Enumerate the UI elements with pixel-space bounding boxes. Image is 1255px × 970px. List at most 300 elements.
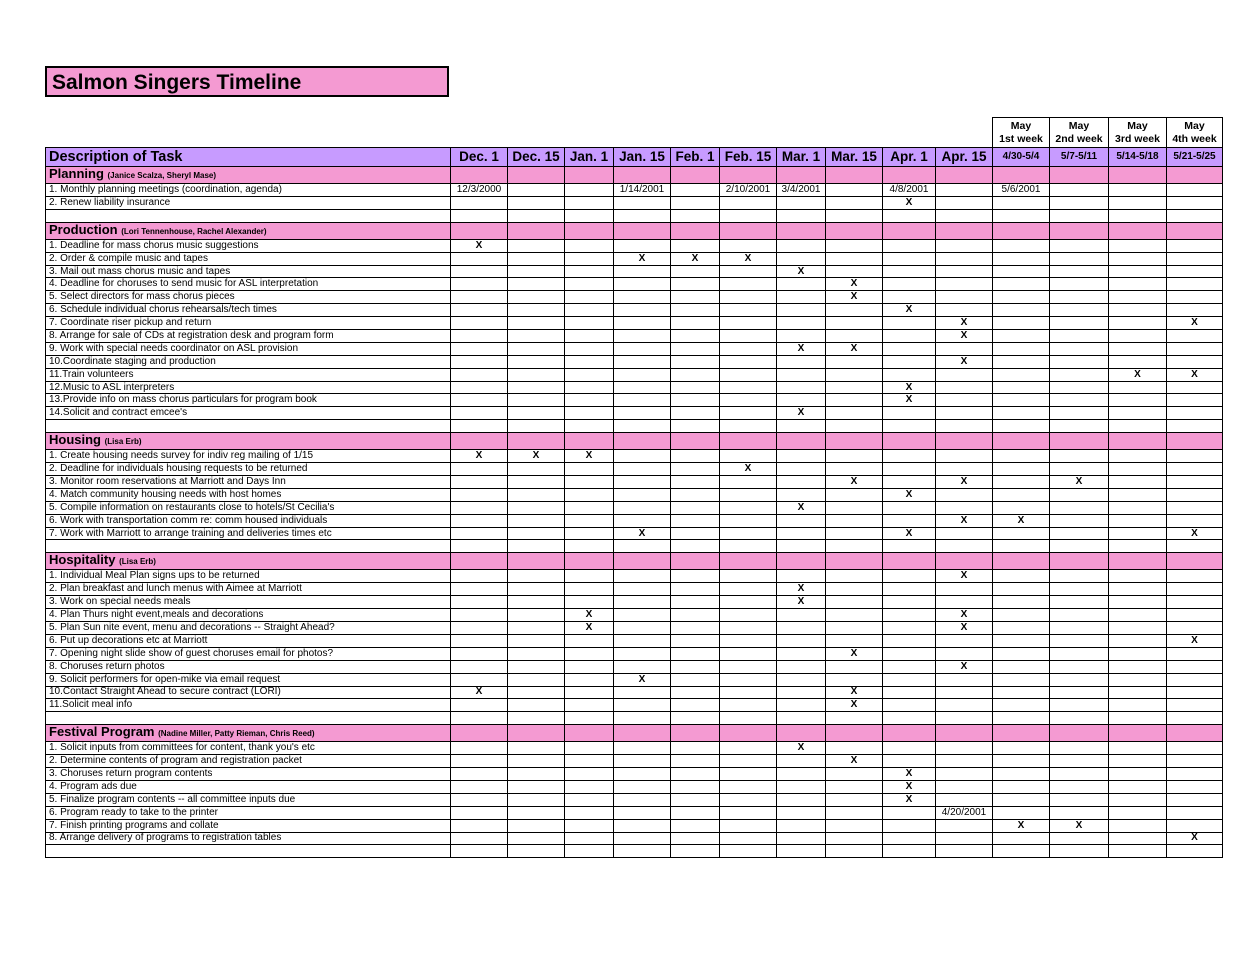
- empty-cell: [671, 209, 720, 222]
- empty-cell: [883, 832, 936, 845]
- empty-cell: [508, 570, 565, 583]
- empty-cell: [883, 806, 936, 819]
- section-fill-cell: [671, 222, 720, 239]
- date-column-header: Feb. 1: [671, 148, 720, 167]
- empty-cell: [565, 381, 614, 394]
- task-mark: X: [936, 317, 993, 330]
- empty-cell: [1050, 583, 1109, 596]
- task-row: [46, 476, 1223, 489]
- empty-cell: [993, 634, 1050, 647]
- description-header: Description of Task: [46, 148, 451, 167]
- empty-cell: [720, 570, 777, 583]
- empty-cell: [720, 793, 777, 806]
- empty-cell: [671, 330, 720, 343]
- empty-cell: [565, 755, 614, 768]
- empty-cell: [1050, 845, 1109, 858]
- section-name: Housing: [49, 432, 105, 448]
- task-mark: X: [883, 527, 936, 540]
- task-label: 11.Solicit meal info: [46, 699, 451, 712]
- empty-cell: [671, 514, 720, 527]
- empty-cell: [508, 793, 565, 806]
- empty-cell: [777, 368, 826, 381]
- section-title: [46, 222, 451, 239]
- empty-cell: [1167, 450, 1223, 463]
- empty-cell: [671, 196, 720, 209]
- task-label: 6. Schedule individual chorus rehearsals/tech times: [46, 304, 451, 317]
- empty-cell: [936, 634, 993, 647]
- empty-cell: [508, 660, 565, 673]
- section-fill-cell: [1050, 553, 1109, 570]
- empty-cell: [883, 501, 936, 514]
- empty-cell: [720, 196, 777, 209]
- empty-cell: [883, 686, 936, 699]
- empty-cell: [883, 634, 936, 647]
- empty-cell: [777, 570, 826, 583]
- empty-cell: [720, 476, 777, 489]
- task-mark: X: [671, 252, 720, 265]
- empty-cell: [883, 742, 936, 755]
- empty-cell: [1050, 609, 1109, 622]
- empty-cell: [883, 476, 936, 489]
- task-label: 1. Monthly planning meetings (coordination, agenda): [46, 184, 451, 197]
- empty-cell: [1109, 407, 1167, 420]
- empty-cell: [993, 527, 1050, 540]
- empty-cell: [1167, 196, 1223, 209]
- empty-cell: [565, 184, 614, 197]
- empty-cell: [508, 819, 565, 832]
- empty-cell: [1109, 540, 1167, 553]
- empty-cell: [1050, 780, 1109, 793]
- task-mark: X: [936, 622, 993, 635]
- task-label: 13.Provide info on mass chorus particulars for program book: [46, 394, 451, 407]
- task-mark: X: [1050, 476, 1109, 489]
- empty-cell: [936, 304, 993, 317]
- task-label: 8. Arrange delivery of programs to registration tables: [46, 832, 451, 845]
- empty-cell: [936, 540, 993, 553]
- empty-cell: [720, 699, 777, 712]
- empty-cell: [826, 609, 883, 622]
- empty-cell: [777, 755, 826, 768]
- empty-cell: [451, 622, 508, 635]
- empty-cell: [451, 570, 508, 583]
- section-fill-cell: [883, 725, 936, 742]
- task-mark: X: [1167, 368, 1223, 381]
- empty-cell: [451, 527, 508, 540]
- empty-cell: [883, 699, 936, 712]
- date-column-header: 5/7-5/11: [1050, 148, 1109, 167]
- empty-cell: [1109, 596, 1167, 609]
- empty-cell: [614, 488, 671, 501]
- section-title: [46, 553, 451, 570]
- empty-cell: [671, 304, 720, 317]
- section-row: [46, 725, 1223, 742]
- empty-cell: [936, 184, 993, 197]
- empty-cell: [1167, 622, 1223, 635]
- empty-cell: [508, 501, 565, 514]
- empty-cell: [936, 239, 993, 252]
- section-fill-cell: [1167, 222, 1223, 239]
- empty-cell: [671, 673, 720, 686]
- empty-cell: [993, 252, 1050, 265]
- empty-cell: [451, 317, 508, 330]
- empty-cell: [883, 540, 936, 553]
- empty-cell: [508, 265, 565, 278]
- empty-cell: [993, 768, 1050, 781]
- task-row: [46, 742, 1223, 755]
- empty-cell: [720, 780, 777, 793]
- empty-cell: [671, 570, 720, 583]
- empty-cell: [720, 660, 777, 673]
- empty-cell: [826, 806, 883, 819]
- empty-cell: [720, 527, 777, 540]
- section-fill-cell: [451, 433, 508, 450]
- empty-cell: [1167, 209, 1223, 222]
- empty-cell: [720, 407, 777, 420]
- empty-cell: [565, 570, 614, 583]
- empty-cell: [614, 806, 671, 819]
- section-fill-cell: [720, 553, 777, 570]
- empty-cell: [1050, 342, 1109, 355]
- task-mark: X: [777, 742, 826, 755]
- empty-cell: [565, 239, 614, 252]
- task-date: 4/8/2001: [883, 184, 936, 197]
- empty-cell: [936, 699, 993, 712]
- empty-cell: [565, 793, 614, 806]
- task-mark: X: [936, 476, 993, 489]
- empty-cell: [777, 209, 826, 222]
- empty-cell: [720, 806, 777, 819]
- empty-cell: [1109, 699, 1167, 712]
- empty-cell: [993, 647, 1050, 660]
- section-fill-cell: [508, 725, 565, 742]
- empty-cell: [508, 673, 565, 686]
- empty-cell: [451, 501, 508, 514]
- task-mark: X: [936, 609, 993, 622]
- empty-cell: [936, 488, 993, 501]
- section-fill-cell: [720, 725, 777, 742]
- empty-cell: [1167, 609, 1223, 622]
- empty-cell: [508, 381, 565, 394]
- empty-cell: [614, 742, 671, 755]
- empty-cell: [777, 463, 826, 476]
- empty-cell: [508, 686, 565, 699]
- empty-cell: [883, 712, 936, 725]
- empty-cell: [565, 660, 614, 673]
- date-column-header: Mar. 1: [777, 148, 826, 167]
- empty-cell: [993, 304, 1050, 317]
- date-column-header: Dec. 15: [508, 148, 565, 167]
- task-label: 5. Compile information on restaurants close to hotels/St Cecilia's: [46, 501, 451, 514]
- section-row: [46, 433, 1223, 450]
- empty-cell: [508, 209, 565, 222]
- empty-cell: [451, 394, 508, 407]
- empty-cell: [508, 742, 565, 755]
- empty-cell: [451, 793, 508, 806]
- section-fill-cell: [826, 433, 883, 450]
- empty-cell: [614, 845, 671, 858]
- empty-cell: [614, 291, 671, 304]
- empty-cell: [1167, 501, 1223, 514]
- empty-cell: [565, 742, 614, 755]
- task-mark: X: [565, 450, 614, 463]
- empty-cell: [826, 394, 883, 407]
- empty-cell: [993, 845, 1050, 858]
- empty-cell: [777, 686, 826, 699]
- empty-cell: [993, 291, 1050, 304]
- task-label: 2. Plan breakfast and lunch menus with Aimee at Marriott: [46, 583, 451, 596]
- task-label: 8. Arrange for sale of CDs at registration desk and program form: [46, 330, 451, 343]
- empty-cell: [614, 196, 671, 209]
- task-label: 2. Renew liability insurance: [46, 196, 451, 209]
- empty-cell: [508, 463, 565, 476]
- empty-cell: [777, 476, 826, 489]
- task-mark: X: [508, 450, 565, 463]
- empty-cell: [1109, 476, 1167, 489]
- empty-cell: [1109, 278, 1167, 291]
- empty-cell: [826, 501, 883, 514]
- empty-cell: [565, 196, 614, 209]
- empty-cell: [777, 355, 826, 368]
- date-column-header: 5/21-5/25: [1167, 148, 1223, 167]
- empty-cell: [1109, 686, 1167, 699]
- empty-cell: [565, 330, 614, 343]
- empty-cell: [777, 673, 826, 686]
- empty-cell: [826, 330, 883, 343]
- task-mark: X: [936, 660, 993, 673]
- empty-cell: [671, 501, 720, 514]
- task-mark: X: [451, 239, 508, 252]
- empty-cell: [508, 755, 565, 768]
- empty-cell: [936, 381, 993, 394]
- section-fill-cell: [1109, 725, 1167, 742]
- task-label: 3. Monitor room reservations at Marriott and Days Inn: [46, 476, 451, 489]
- empty-cell: [671, 342, 720, 355]
- empty-cell: [993, 330, 1050, 343]
- empty-cell: [936, 755, 993, 768]
- empty-cell: [777, 196, 826, 209]
- empty-cell: [565, 407, 614, 420]
- empty-cell: [451, 420, 508, 433]
- empty-cell: [614, 780, 671, 793]
- section-fill-cell: [883, 433, 936, 450]
- task-label: 14.Solicit and contract emcee's: [46, 407, 451, 420]
- empty-cell: [451, 463, 508, 476]
- empty-cell: [508, 278, 565, 291]
- empty-cell: [565, 501, 614, 514]
- empty-cell: [614, 793, 671, 806]
- task-mark: X: [614, 252, 671, 265]
- date-column-header: Mar. 15: [826, 148, 883, 167]
- empty-cell: [1167, 583, 1223, 596]
- empty-cell: [451, 768, 508, 781]
- task-mark: X: [1109, 368, 1167, 381]
- section-fill-cell: [936, 553, 993, 570]
- empty-cell: [1109, 330, 1167, 343]
- empty-cell: [720, 712, 777, 725]
- task-row: [46, 342, 1223, 355]
- empty-cell: [508, 699, 565, 712]
- empty-cell: [671, 239, 720, 252]
- empty-cell: [777, 317, 826, 330]
- task-mark: X: [883, 381, 936, 394]
- empty-cell: [777, 540, 826, 553]
- empty-cell: [936, 596, 993, 609]
- task-row: [46, 355, 1223, 368]
- section-row: [46, 553, 1223, 570]
- empty-cell: [508, 514, 565, 527]
- empty-cell: [777, 450, 826, 463]
- empty-cell: [777, 394, 826, 407]
- empty-cell: [1109, 420, 1167, 433]
- empty-cell: [46, 209, 451, 222]
- task-mark: X: [883, 196, 936, 209]
- task-mark: X: [777, 596, 826, 609]
- empty-cell: [614, 407, 671, 420]
- task-mark: X: [777, 265, 826, 278]
- empty-cell: [614, 394, 671, 407]
- empty-cell: [777, 793, 826, 806]
- empty-cell: [614, 476, 671, 489]
- empty-cell: [993, 712, 1050, 725]
- empty-cell: [826, 514, 883, 527]
- task-row: [46, 291, 1223, 304]
- empty-cell: [826, 540, 883, 553]
- section-fill-cell: [1109, 167, 1167, 184]
- empty-cell: [1050, 686, 1109, 699]
- empty-cell: [826, 596, 883, 609]
- section-fill-cell: [936, 433, 993, 450]
- may-week-header: [1167, 118, 1223, 148]
- empty-cell: [883, 570, 936, 583]
- section-fill-cell: [936, 222, 993, 239]
- section-name: Festival Program: [49, 724, 159, 740]
- spacer-cell: [720, 118, 777, 148]
- empty-cell: [1050, 330, 1109, 343]
- empty-cell: [826, 845, 883, 858]
- empty-cell: [1167, 570, 1223, 583]
- section-fill-cell: [508, 433, 565, 450]
- empty-cell: [671, 832, 720, 845]
- empty-cell: [826, 742, 883, 755]
- empty-cell: [1167, 742, 1223, 755]
- section-title: [46, 433, 451, 450]
- section-fill-cell: [883, 222, 936, 239]
- task-row: [46, 806, 1223, 819]
- empty-cell: [1109, 755, 1167, 768]
- task-mark: X: [936, 355, 993, 368]
- empty-cell: [1109, 570, 1167, 583]
- section-fill-cell: [451, 222, 508, 239]
- task-label: 9. Solicit performers for open-mike via email request: [46, 673, 451, 686]
- task-mark: X: [1167, 832, 1223, 845]
- empty-cell: [614, 596, 671, 609]
- date-column-header: Feb. 15: [720, 148, 777, 167]
- empty-cell: [671, 407, 720, 420]
- empty-cell: [1167, 845, 1223, 858]
- empty-cell: [671, 450, 720, 463]
- empty-cell: [993, 583, 1050, 596]
- empty-cell: [883, 252, 936, 265]
- task-mark: X: [936, 514, 993, 527]
- task-row: [46, 514, 1223, 527]
- section-people: (Lisa Erb): [119, 557, 156, 567]
- task-row: [46, 501, 1223, 514]
- section-fill-cell: [777, 167, 826, 184]
- empty-cell: [565, 304, 614, 317]
- empty-cell: [1050, 596, 1109, 609]
- empty-cell: [614, 304, 671, 317]
- empty-cell: [826, 634, 883, 647]
- task-label: 3. Work on special needs meals: [46, 596, 451, 609]
- empty-cell: [451, 755, 508, 768]
- empty-cell: [777, 514, 826, 527]
- empty-cell: [720, 583, 777, 596]
- empty-cell: [1109, 196, 1167, 209]
- empty-cell: [936, 845, 993, 858]
- empty-cell: [777, 278, 826, 291]
- empty-cell: [1167, 806, 1223, 819]
- empty-cell: [777, 832, 826, 845]
- task-mark: X: [936, 330, 993, 343]
- empty-cell: [46, 845, 451, 858]
- empty-cell: [720, 686, 777, 699]
- empty-cell: [1167, 780, 1223, 793]
- empty-cell: [508, 317, 565, 330]
- section-fill-cell: [777, 725, 826, 742]
- empty-cell: [936, 819, 993, 832]
- empty-cell: [777, 712, 826, 725]
- task-mark: X: [451, 686, 508, 699]
- empty-cell: [614, 501, 671, 514]
- empty-cell: [1050, 755, 1109, 768]
- task-mark: X: [826, 291, 883, 304]
- empty-cell: [451, 342, 508, 355]
- empty-cell: [671, 660, 720, 673]
- empty-cell: [614, 570, 671, 583]
- empty-cell: [883, 317, 936, 330]
- empty-cell: [1167, 265, 1223, 278]
- empty-cell: [883, 450, 936, 463]
- task-mark: X: [777, 583, 826, 596]
- empty-cell: [671, 806, 720, 819]
- empty-cell: [46, 420, 451, 433]
- empty-cell: [565, 540, 614, 553]
- section-fill-cell: [565, 553, 614, 570]
- empty-cell: [1109, 488, 1167, 501]
- may-label: May: [1127, 120, 1148, 132]
- empty-cell: [1109, 793, 1167, 806]
- task-date: 2/10/2001: [720, 184, 777, 197]
- task-row: [46, 330, 1223, 343]
- task-mark: X: [993, 514, 1050, 527]
- empty-cell: [1050, 317, 1109, 330]
- empty-cell: [1109, 209, 1167, 222]
- empty-cell: [508, 647, 565, 660]
- date-column-header: 5/14-5/18: [1109, 148, 1167, 167]
- blank-row: [46, 209, 1223, 222]
- empty-cell: [993, 407, 1050, 420]
- empty-cell: [1050, 647, 1109, 660]
- task-label: 6. Program ready to take to the printer: [46, 806, 451, 819]
- empty-cell: [777, 699, 826, 712]
- section-fill-cell: [508, 553, 565, 570]
- empty-cell: [614, 265, 671, 278]
- empty-cell: [1050, 381, 1109, 394]
- empty-cell: [508, 634, 565, 647]
- empty-cell: [1167, 768, 1223, 781]
- section-name: Planning: [49, 166, 108, 181]
- task-label: 10.Coordinate staging and production: [46, 355, 451, 368]
